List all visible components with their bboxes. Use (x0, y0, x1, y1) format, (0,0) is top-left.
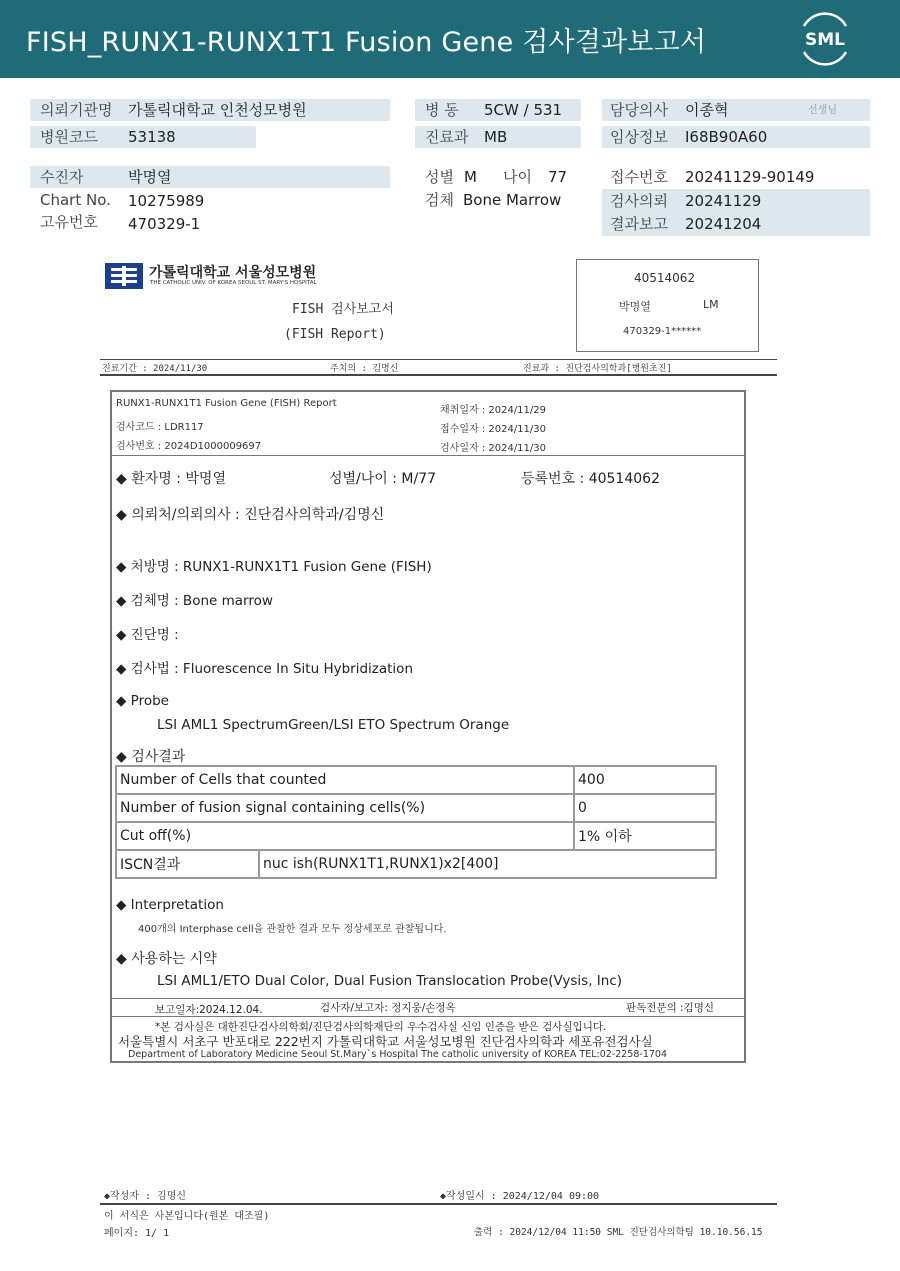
footer-divider-2 (112, 1016, 744, 1017)
req-label: 검사의뢰 (610, 192, 668, 210)
method-line: ◆ 검사법 : Fluorescence In Situ Hybridization (116, 661, 413, 677)
table-row (116, 850, 716, 878)
sml-logo-icon (796, 12, 854, 66)
reading-physician: 판독전문의 :김명신 (626, 1002, 715, 1014)
clinical-label: 임상정보 (610, 128, 668, 146)
iscn-label-cell: ISCN결과 (116, 850, 259, 878)
result-label-cell: Number of Cells that counted (116, 766, 574, 794)
sex-label: 성별 (425, 168, 454, 186)
table-row (116, 794, 716, 822)
result-value-cell: 1% 이하 (574, 822, 716, 850)
patient-row (30, 166, 390, 188)
hospital-name: 가톨릭대학교 서울성모병원 (149, 265, 317, 281)
ward-value: 5CW / 531 (484, 101, 563, 119)
svg-text:SML: SML (805, 30, 845, 50)
patient-line: ◆ 환자명 : 박명열 (116, 471, 226, 487)
divider-top (100, 359, 777, 360)
doctor-label: 담당의사 (610, 101, 668, 119)
copy-note: 이 서식은 사본입니다(원본 대조필) (104, 1211, 270, 1222)
doctor-suffix: 선생님 (808, 105, 837, 116)
divider-bottom (100, 374, 777, 376)
table-row (116, 822, 716, 850)
chart-label: Chart No. (40, 191, 111, 209)
reagent-text: LSI AML1/ETO Dual Color, Dual Fusion Translocation Probe(Vysis, Inc) (157, 973, 623, 989)
chart-value: 10275989 (128, 192, 205, 210)
patient-value: 박명열 (128, 168, 172, 186)
attending-doctor: 주치의 : 김명신 (330, 364, 399, 374)
result-table (115, 765, 717, 879)
lab-address: 서울특별시 서초구 반포대로 222번지 가톨릭대학교 서울성모병원 진단검사의학과 세포유전검사실 (118, 1034, 653, 1049)
reagent-heading: ◆ 사용하는 시약 (116, 951, 217, 967)
footer-rule (100, 1203, 777, 1205)
header-bar (0, 0, 900, 78)
hospcode-label: 병원코드 (40, 128, 98, 146)
table-row (116, 766, 716, 794)
page-number: 페이지: 1/ 1 (104, 1228, 170, 1239)
clinical-value: I68B90A60 (685, 128, 768, 146)
diagnosis-line: ◆ 진단명 : (116, 627, 179, 643)
specimen-line: ◆ 검체명 : Bone marrow (116, 593, 273, 609)
specimen-label: 검체 (425, 191, 454, 209)
visit-period: 진료기간 : 2024/11/30 (102, 364, 208, 374)
specimen-value: Bone Marrow (463, 191, 562, 209)
dept-value: MB (484, 128, 508, 146)
page-title: FISH_RUNX1-RUNX1T1 Fusion Gene 검사결과보고서 (26, 27, 707, 58)
result-label-cell: Number of fusion signal containing cells(%) (116, 794, 574, 822)
age-label: 나이 (503, 168, 532, 186)
hospital-logo-icon (104, 261, 144, 291)
hospital-name-en: THE CATHOLIC UNIV. OF KOREA SEOUL ST. MARY'S HOSPITAL (150, 280, 317, 286)
receipt-label: 접수번호 (610, 168, 668, 186)
footer-divider-1 (112, 998, 744, 999)
uid-label: 고유번호 (40, 213, 98, 231)
patient-label-box (576, 259, 759, 352)
sexage-line: 성별/나이 : M/77 (329, 471, 437, 487)
institution-value: 가톨릭대학교 인천성모병원 (128, 101, 307, 119)
institution-label: 의뢰기관명 (40, 101, 113, 119)
report-title-en: (FISH Report) (284, 327, 386, 342)
interpretation-heading: ◆ Interpretation (116, 897, 224, 913)
sex-value: M (464, 168, 477, 186)
department: 진료과 : 진단검사의학과[병원초진] (523, 364, 672, 374)
doctor-value: 이종혁 (685, 101, 729, 119)
tested-date: 검사일자 : 2024/11/30 (440, 443, 547, 454)
uid-value: 470329-1 (128, 215, 201, 233)
result-value: 20241204 (685, 215, 762, 233)
ward-label: 병 동 (425, 101, 459, 119)
report-title: FISH 검사보고서 (292, 302, 394, 317)
label-box-uid: 470329-1****** (623, 326, 702, 337)
probe-heading: ◆ Probe (116, 693, 169, 709)
interpretation-text: 400개의 Interphase cell을 관찰한 결과 모두 정상세포로 관찰됩니다. (138, 924, 447, 935)
receipt-value: 20241129-90149 (685, 168, 815, 186)
certification-note: *본 검사실은 대한진단검사의학회/진단검사의학재단의 우수검사실 신임 인증을 받은 검사실입니다. (155, 1021, 607, 1033)
order-line: ◆ 처방명 : RUNX1-RUNX1T1 Fusion Gene (FISH) (116, 559, 432, 575)
regno-line: 등록번호 : 40514062 (521, 471, 660, 487)
age-value: 77 (548, 168, 568, 186)
iscn-value-cell: nuc ish(RUNX1T1,RUNX1)x2[400] (259, 850, 716, 878)
patient-label: 수진자 (40, 168, 84, 186)
received-date: 접수일자 : 2024/11/30 (440, 424, 547, 435)
test-code: 검사코드 : LDR117 (116, 422, 204, 433)
print-info: 출력 : 2024/12/04 11:50 SML 진단검사의학팀 10.10.56.15 (474, 1227, 763, 1238)
collected-date: 채취일자 : 2024/11/29 (440, 405, 547, 416)
result-label-cell: Cut off(%) (116, 822, 574, 850)
written-at: ◆작성일시 : 2024/12/04 09:00 (440, 1191, 600, 1202)
result-value-cell: 0 (574, 794, 716, 822)
hospcode-value: 53138 (128, 128, 176, 146)
dept-label: 진료과 (425, 128, 469, 146)
result-label: 결과보고 (610, 215, 668, 233)
label-box-code: LM (703, 298, 719, 311)
test-name: RUNX1-RUNX1T1 Fusion Gene (FISH) Report (116, 398, 337, 409)
result-value-cell: 400 (574, 766, 716, 794)
result-heading: ◆ 검사결과 (116, 749, 186, 765)
req-value: 20241129 (685, 192, 762, 210)
label-box-id: 40514062 (634, 271, 696, 285)
test-number: 검사번호 : 2024D1000009697 (116, 441, 262, 452)
referrer-line: ◆ 의뢰처/의뢰의사 : 진단검사의학과/김명신 (116, 507, 385, 523)
inspector: 검사자/보고자: 정지웅/손정옥 (320, 1002, 456, 1014)
label-box-name: 박명열 (619, 300, 651, 313)
probe-text: LSI AML1 SpectrumGreen/LSI ETO Spectrum Orange (157, 717, 510, 733)
report-date: 보고일자:2024.12.04. (155, 1004, 263, 1016)
lab-address-en: Department of Laboratory Medicine Seoul St.Mary`s Hospital The catholic university of KOREA TEL:02-2258-1704 (128, 1049, 668, 1060)
author: ◆작성자 : 김명신 (104, 1191, 187, 1202)
